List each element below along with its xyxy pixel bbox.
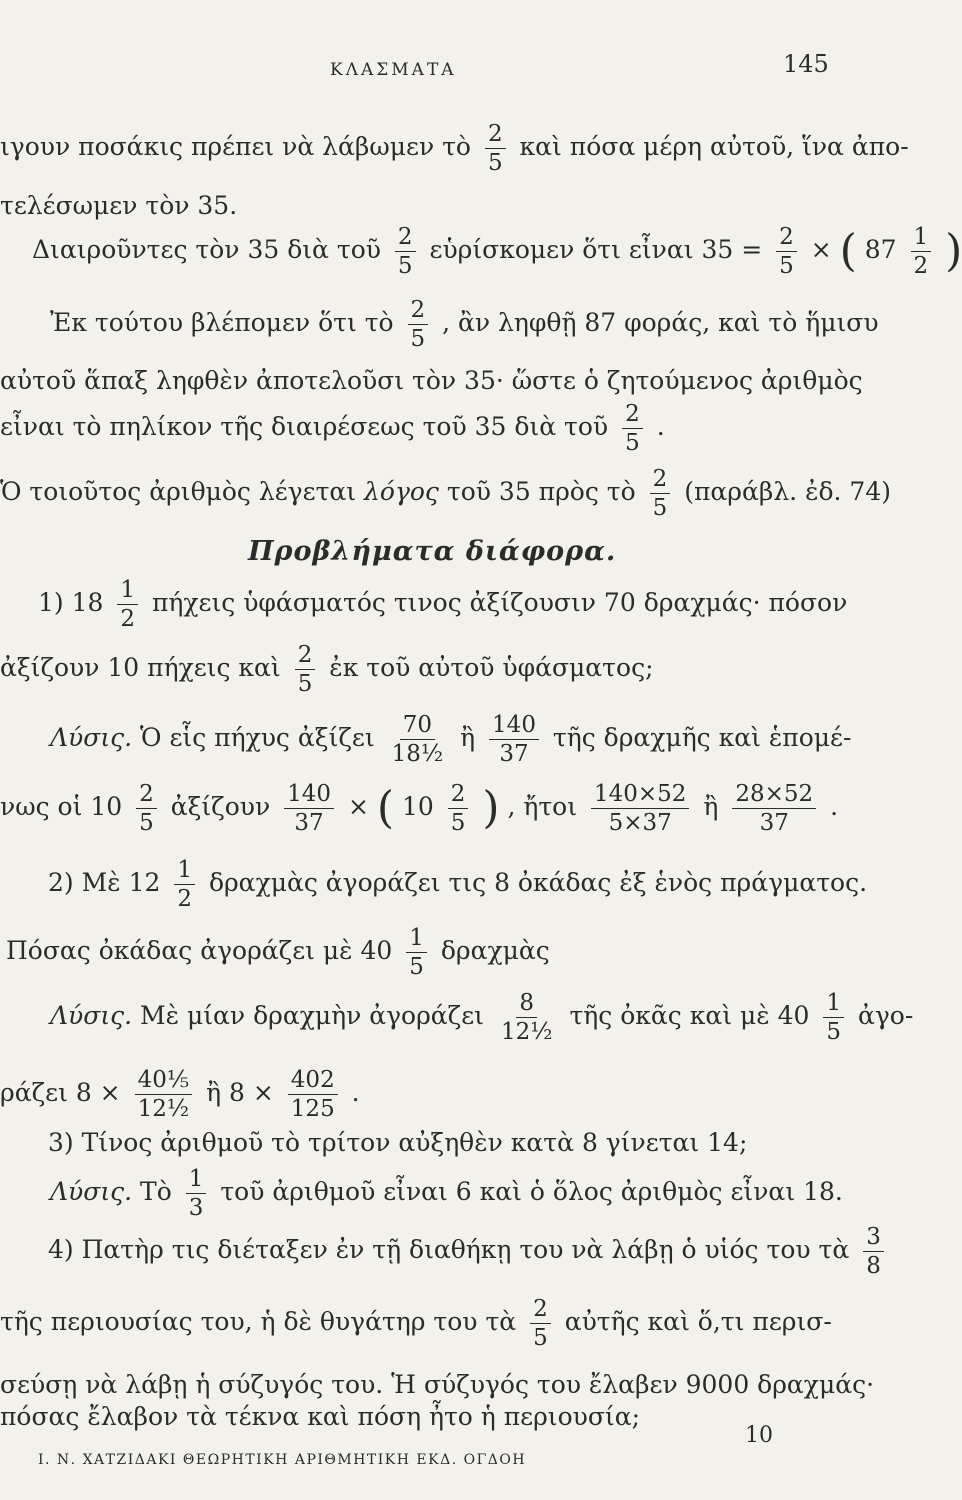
text-span: τῆς δραχμῆς καὶ ἑπομέ-: [552, 723, 852, 753]
signature-mark: 10: [745, 1423, 773, 1448]
fraction: [136, 782, 157, 835]
fraction: [288, 1068, 338, 1121]
left-paren: (: [376, 782, 395, 834]
fraction: [776, 225, 797, 278]
fraction: [650, 467, 671, 520]
denominator: 5: [297, 671, 313, 698]
denominator: 5: [625, 430, 640, 457]
denominator: 5: [652, 495, 668, 522]
footer-signature: Ι. Ν. ΧΑΤΖΙΔΑΚΙ ΘΕΩΡΗΤΙΚΗ ΑΡΙΘΜΗΤΙΚΗ ΕΚΔ. ΟΓΔΟΗ: [38, 1452, 527, 1468]
text-line: [0, 1372, 874, 1397]
text-span: πόσας ἔλαβον τὰ τέκνα καὶ πόση ἦτο ἡ περιουσία;: [0, 1402, 641, 1431]
text-line: [0, 467, 891, 520]
fraction: [863, 1225, 884, 1278]
text-span: δραχμὰς: [440, 936, 550, 966]
text-span: Πόσας ὀκάδας ἀγοράζει μὲ 40: [6, 936, 393, 966]
numerator: 1: [174, 858, 195, 885]
fraction: [408, 298, 429, 351]
text-span: ἀγο-: [857, 1001, 914, 1031]
text-span: 1) 18: [38, 588, 104, 618]
text-span: τοῦ ἀριθμοῦ εἶναι 6 καὶ ὁ ὅλος ἀριθμὸς εἶναι 18.: [220, 1177, 843, 1207]
right-paren: ): [482, 782, 500, 834]
numerator: 2: [485, 122, 506, 149]
left-paren: (: [839, 225, 857, 277]
text-span: εὑρίσκομεν ὅτι εἶναι 35 =: [429, 235, 763, 265]
denominator: 12½: [137, 1096, 190, 1123]
denominator: 2: [120, 606, 136, 633]
fraction: [498, 991, 556, 1044]
numerator: 8: [516, 991, 537, 1018]
numerator: 2: [448, 782, 469, 809]
fraction: [117, 578, 138, 631]
times-sign: ×: [347, 792, 369, 822]
solution-label: Λύσις.: [50, 1177, 133, 1207]
numerator: 1: [117, 578, 138, 605]
text-span: Ὁ τοιοῦτος ἀριθμὸς λέγεται: [0, 477, 357, 507]
text-line: [0, 368, 863, 393]
fraction: [622, 402, 643, 455]
numerator: 2: [530, 1297, 551, 1324]
numerator: 1: [823, 991, 844, 1018]
denominator: 37: [499, 741, 529, 768]
denominator: 5×37: [608, 810, 672, 837]
denominator: 18½: [391, 741, 444, 768]
fraction: [395, 225, 416, 278]
text-span: Ἐκ τούτου βλέπομεν ὅτι τὸ: [50, 308, 394, 338]
text-span: καὶ πόσα μέρη αὐτοῦ, ἵνα ἀπο-: [519, 132, 909, 162]
right-paren: ): [945, 225, 962, 277]
numerator: 140: [284, 782, 334, 809]
numerator: 2: [136, 782, 157, 809]
numerator: 2: [622, 402, 643, 429]
fraction: [911, 225, 932, 278]
text-span: νως οἱ 10: [0, 792, 123, 822]
fraction: [135, 1068, 193, 1121]
text-span: 4) Πατὴρ τις διέταξεν ἐν τῇ διαθήκῃ του νὰ λάβῃ ὁ υἱός του τὰ: [48, 1235, 850, 1265]
fraction: [823, 991, 844, 1044]
text-span: Διαιροῦντες τὸν 35 διὰ τοῦ: [32, 235, 381, 265]
denominator: 12½: [500, 1019, 553, 1046]
times-sign: ×: [810, 235, 832, 265]
text-span: 2) Μὲ 12: [48, 868, 161, 898]
fraction: [489, 713, 539, 766]
denominator: 2: [913, 253, 929, 280]
text-span: Μὲ μίαν δραχμὴν ἀγοράζει: [140, 1001, 484, 1031]
text-line: [32, 225, 962, 278]
text-span: πήχεις ὑφάσματός τινος ἀξίζουσιν 70 δραχμάς· πόσον: [151, 588, 848, 618]
text-span: Ὁ εἷς πήχυς ἀξίζει: [140, 723, 375, 753]
italic-term: λόγος: [364, 477, 439, 507]
numerator: 2: [650, 467, 671, 494]
denominator: 37: [294, 810, 324, 837]
denominator: 2: [177, 886, 192, 913]
numerator: 2: [395, 225, 416, 252]
text-line: [0, 122, 909, 175]
text-span: εἶναι τὸ πηλίκον τῆς διαιρέσεως τοῦ 35 διὰ τοῦ: [0, 412, 609, 442]
text-span: ἢ: [460, 723, 476, 753]
fraction: [186, 1167, 207, 1220]
text-line: [48, 858, 867, 911]
text-line: [50, 298, 879, 351]
denominator: 3: [188, 1195, 204, 1222]
numerator: 140: [489, 713, 539, 740]
fraction: [732, 782, 816, 835]
numerator: 1: [406, 926, 427, 953]
text-span: ἐκ τοῦ αὐτοῦ ὑφάσματος;: [329, 653, 654, 683]
text-span: 3) Τίνος ἀριθμοῦ τὸ τρίτον αὐξηθὲν κατὰ 8 γίνεται 14;: [48, 1128, 748, 1157]
numerator: 70: [400, 713, 435, 740]
text-span: ἢ: [703, 792, 719, 822]
denominator: 5: [779, 253, 794, 280]
text-span: .: [351, 1078, 360, 1108]
section-heading: Προβλήματα διάφορα.: [248, 536, 617, 567]
denominator: 5: [487, 150, 503, 177]
text-line: [0, 1068, 360, 1121]
text-span: ράζει 8 ×: [0, 1078, 121, 1108]
denominator: 5: [409, 954, 424, 981]
text-line: [48, 1130, 747, 1155]
text-span: αὐτῆς καὶ ὅ,τι περισ-: [564, 1307, 832, 1337]
text-span: .: [830, 792, 839, 822]
denominator: 5: [450, 810, 466, 837]
text-span: δραχμὰς ἀγοράζει τις 8 ὀκάδας ἐξ ἑνὸς πράγματος.: [208, 868, 868, 898]
running-header: ΚΛΑΣΜΑΤΑ: [330, 60, 457, 80]
text-line: [48, 1225, 890, 1278]
denominator: 5: [410, 326, 426, 353]
fraction: [406, 926, 427, 979]
text-span: Τὸ: [140, 1177, 172, 1207]
numerator: 1: [186, 1167, 207, 1194]
fraction: [295, 643, 316, 696]
page-number: 145: [783, 50, 829, 78]
numerator: 2: [408, 298, 429, 325]
text-span: ἀξίζουν: [170, 792, 271, 822]
text-span: τοῦ 35 πρὸς τὸ: [446, 477, 636, 507]
text-line: [0, 193, 237, 218]
text-span: ἀξίζουν 10 πήχεις καὶ: [0, 653, 281, 683]
text-span: , ἤτοι: [507, 792, 578, 822]
text-span: 87: [864, 235, 897, 265]
text-line: [38, 578, 847, 631]
text-line: [0, 782, 838, 835]
text-span: ἢ 8 ×: [206, 1078, 274, 1108]
numerator: 2: [295, 643, 316, 670]
numerator: 2: [776, 225, 797, 252]
fraction: [485, 122, 506, 175]
text-line: [50, 713, 851, 766]
numerator: 28×52: [732, 782, 816, 809]
denominator: 8: [866, 1253, 881, 1280]
solution-label: Λύσις.: [50, 723, 133, 753]
fraction: [174, 858, 195, 911]
text-span: αὐτοῦ ἅπαξ ληφθὲν ἀποτελοῦσι τὸν 35· ὥστε ὁ ζητούμενος ἀριθμὸς: [0, 366, 863, 395]
fraction: [448, 782, 469, 835]
text-line: [0, 643, 654, 696]
denominator: 5: [139, 810, 154, 837]
numerator: 40⅕: [135, 1068, 193, 1095]
text-span: 10: [402, 792, 434, 822]
text-line: [0, 402, 665, 455]
denominator: 5: [533, 1325, 548, 1352]
numerator: 3: [863, 1225, 884, 1252]
text-span: .: [656, 412, 665, 442]
text-span: τῆς περιουσίας του, ἡ δὲ θυγάτηρ του τὰ: [0, 1307, 517, 1337]
numerator: 402: [288, 1068, 338, 1095]
text-line: [0, 1297, 832, 1350]
fraction: [530, 1297, 551, 1350]
numerator: 140×52: [591, 782, 689, 809]
text-line: [50, 1167, 843, 1220]
numerator: 1: [911, 225, 932, 252]
text-span: τελέσωμεν τὸν 35.: [0, 191, 238, 220]
text-span: , ἂν ληφθῇ 87 φοράς, καὶ τὸ ἥμισυ: [442, 308, 879, 338]
solution-label: Λύσις.: [50, 1001, 133, 1031]
text-line: [0, 1404, 640, 1429]
fraction: [284, 782, 334, 835]
text-line: [50, 991, 913, 1044]
denominator: 37: [759, 810, 789, 837]
fraction: [389, 713, 447, 766]
text-span: τῆς ὀκᾶς καὶ μὲ 40: [569, 1001, 810, 1031]
text-span: (παράβλ. ἐδ. 74): [684, 477, 891, 507]
denominator: 125: [290, 1096, 335, 1123]
fraction: [591, 782, 689, 835]
text-span: ιγουν ποσάκις πρέπει νὰ λάβωμεν τὸ: [0, 132, 471, 162]
text-line: [6, 926, 550, 979]
text-span: σεύσῃ νὰ λάβῃ ἡ σύζυγός του. Ἡ σύζυγός του ἔλαβεν 9000 δραχμάς·: [0, 1370, 875, 1399]
denominator: 5: [397, 253, 413, 280]
denominator: 5: [826, 1019, 841, 1046]
